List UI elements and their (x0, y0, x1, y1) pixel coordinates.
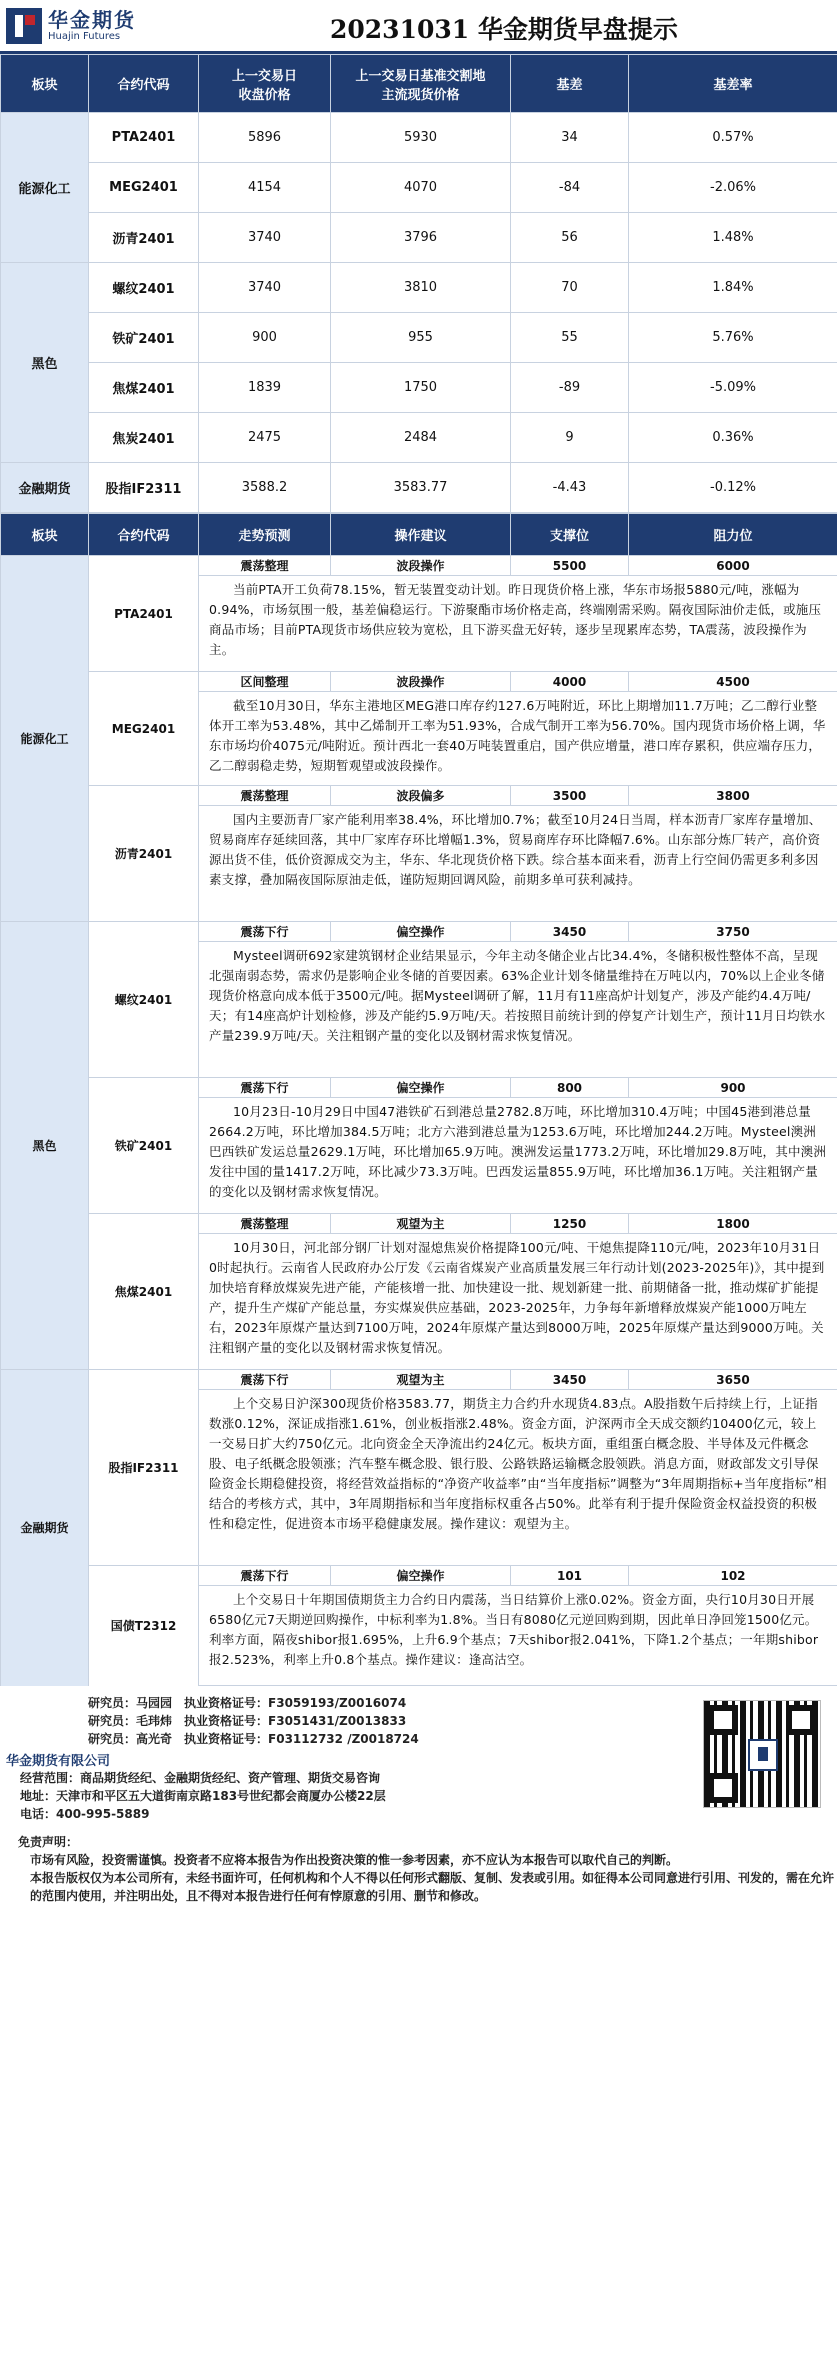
logo-english-name: Huajin Futures (48, 30, 121, 42)
table-row (1, 163, 837, 213)
contract-code: 焦炭2401 (89, 413, 199, 463)
header-support: 支撑位 (511, 514, 629, 556)
strategy-row (1, 922, 837, 942)
contract-code: 股指IF2311 (89, 1370, 199, 1566)
spot-price: 3810 (331, 263, 511, 313)
support-level: 3500 (511, 786, 629, 806)
contract-code: 国债T2312 (89, 1566, 199, 1686)
operation-advice: 波段操作 (331, 672, 511, 692)
sector-financial: 金融期货 (1, 1370, 89, 1686)
trend-forecast: 震荡下行 (199, 1078, 331, 1098)
operation-advice: 观望为主 (331, 1370, 511, 1390)
header-trend: 走势预测 (199, 514, 331, 556)
close-price: 3740 (199, 263, 331, 313)
contract-code: 焦煤2401 (89, 1214, 199, 1370)
trend-forecast: 震荡下行 (199, 922, 331, 942)
trend-forecast: 震荡下行 (199, 1370, 331, 1390)
contract-code: 沥青2401 (89, 213, 199, 263)
operation-advice: 观望为主 (331, 1214, 511, 1234)
table-row (1, 213, 837, 263)
resistance-level: 102 (629, 1566, 837, 1586)
business-scope: 经营范围：商品期货经纪、金融期货经纪、资产管理、期货交易咨询 (20, 1771, 381, 1785)
spot-price: 5930 (331, 113, 511, 163)
basis-rate: 0.57% (629, 113, 837, 163)
contract-code: 铁矿2401 (89, 1078, 199, 1214)
header-sector: 板块 (1, 55, 89, 113)
support-level: 4000 (511, 672, 629, 692)
disclaimer-paragraph: 市场有风险，投资需谨慎。投资者不应将本报告为作出投资决策的惟一参考因素，亦不应认为本报告可以取代自己的判断。 (30, 1853, 679, 1867)
table-row (1, 363, 837, 413)
basis-value: 56 (511, 213, 629, 263)
operation-advice: 波段操作 (331, 556, 511, 576)
analysis-text: 上个交易日十年期国债期货主力合约日内震荡，当日结算价上涨0.02%。资金方面，央行10月30日开展6580亿元7天期逆回购操作，中标利率为1.8%。当日有8080亿元逆回购到期，因此单日净回笼1500亿元。利率方面，隔夜shibor报1.695%，上升6.9个基点；7天shibor报2.041%，下降1.2个基点；一年期shibor报2.523%，利率上升0.8个基点。操作建议：逢高沽空。 (199, 1586, 837, 1686)
header-basis-rate: 基差率 (629, 55, 837, 113)
logo-chinese-name: 华金期货 (48, 7, 136, 32)
close-price: 1839 (199, 363, 331, 413)
close-price: 5896 (199, 113, 331, 163)
header-spot-price: 上一交易日基准交割地 主流现货价格 (331, 55, 511, 113)
basis-rate: 5.76% (629, 313, 837, 363)
basis-rate: 1.84% (629, 263, 837, 313)
analysis-text: 国内主要沥青厂家产能利用率38.4%，环比增加0.7%；截至10月24日当周，样本沥青厂家库存量增加、贸易商库存延续回落，其中厂家库存环比增幅1.3%，贸易商库存环比降幅7.6%。山东部分炼厂转产，高价资源出货不佳，低价资源成交为主，华东、华北现货价格下跌。综合基本面来看，沥青上行空间仍需更多利多因素支撑，叠加隔夜国际原油走低，谨防短期回调风险，前期多单可获利减持。 (199, 806, 837, 922)
support-level: 1250 (511, 1214, 629, 1234)
basis-value: -84 (511, 163, 629, 213)
strategy-row (1, 786, 837, 806)
close-price: 3588.2 (199, 463, 331, 513)
qr-logo-icon (748, 1739, 778, 1771)
resistance-level: 4500 (629, 672, 837, 692)
basis-rate: 1.48% (629, 213, 837, 263)
cert-label: 执业资格证号： (184, 1714, 269, 1728)
trend-forecast: 震荡整理 (199, 556, 331, 576)
analysis-text: Mysteel调研692家建筑钢材企业结果显示，今年主动冬储企业占比34.4%，冬储积极性整体不高，呈现北强南弱态势，需求仍是影响企业冬储的首要因素。63%企业计划冬储量维持在万吨以内，70%以上企业冬储现货价格意向成本低于3500元/吨。据Mysteel调研了解，11月有11座高炉计划复产，涉及产能约4.4万吨/天；有14座高炉计划检修，涉及产能约5.9万吨/天。若按照目前统计到的停复产计划生产，预计11月日均铁水产量239.9万吨/天。关注粗钢产量的变化以及钢材需求恢复情况。 (199, 942, 837, 1078)
basis-value: 55 (511, 313, 629, 363)
close-price: 900 (199, 313, 331, 363)
strategy-row (1, 672, 837, 692)
contract-code: MEG2401 (89, 163, 199, 213)
cert-number: F3051431/Z0013833 (268, 1714, 407, 1728)
basis-value: 70 (511, 263, 629, 313)
header-code: 合约代码 (89, 514, 199, 556)
trend-forecast: 震荡整理 (199, 1214, 331, 1234)
resistance-level: 900 (629, 1078, 837, 1098)
trend-forecast: 震荡下行 (199, 1566, 331, 1586)
sector-financial: 金融期货 (1, 463, 89, 513)
cert-number: F3059193/Z0016074 (268, 1696, 407, 1710)
resistance-level: 6000 (629, 556, 837, 576)
strategy-row (1, 1078, 837, 1098)
support-level: 101 (511, 1566, 629, 1586)
company-address: 地址：天津市和平区五大道街南京路183号世纪都会商厦办公楼22层 (20, 1789, 386, 1803)
analysis-text: 当前PTA开工负荷78.15%，暂无装置变动计划。昨日现货价格上涨，华东市场报5880元/吨，涨幅为0.94%，市场氛围一般，基差偏稳运行。下游聚酯市场价格走高，终端刚需采购。隔夜国际油价走低，或施压商品市场；目前PTA现货市场供应较为宽松，且下游买盘无好转，逐步呈现累库态势，TA震荡，波段操作为主。 (199, 576, 837, 672)
researcher-name: 研究员：高光奇 (87, 1732, 172, 1746)
support-level: 800 (511, 1078, 629, 1098)
spot-price: 2484 (331, 413, 511, 463)
close-price: 3740 (199, 213, 331, 263)
support-level: 3450 (511, 1370, 629, 1390)
header-basis: 基差 (511, 55, 629, 113)
cert-number: F03112732 /Z0018724 (268, 1732, 419, 1746)
resistance-level: 3800 (629, 786, 837, 806)
disclaimer-paragraph: 本报告版权仅为本公司所有，未经书面许可，任何机构和个人不得以任何形式翻版、复制、发表或引用。如征得本公司同意进行引用、刊发的，需在允许的范围内使用，并注明出处，且不得对本报告进行任何有悖原意的引用、删节和修改。 (30, 1871, 835, 1903)
basis-table (0, 54, 837, 513)
strategy-row (1, 1370, 837, 1390)
strategy-row (1, 1566, 837, 1586)
spot-price: 4070 (331, 163, 511, 213)
basis-rate: -2.06% (629, 163, 837, 213)
researcher-name: 研究员：马园园 (87, 1696, 172, 1710)
basis-value: -89 (511, 363, 629, 413)
contract-code: PTA2401 (89, 113, 199, 163)
analysis-text: 10月30日，河北部分钢厂计划对湿熄焦炭价格提降100元/吨、干熄焦提降110元/吨，2023年10月31日0时起执行。云南省人民政府办公厅发《云南省煤炭产业高质量发展三年行动计划(2023-2025年)》，其中提到加快培育释放煤炭先进产能，产能核增一批、加快建设一批、规划新建一批、前期储备一批，推动煤矿扩能提产，提升生产煤矿产能总量，夯实煤炭供应基础，2023-2025年，力争每年新增释放煤炭产能1000万吨左右，2023年原煤产量达到7100万吨，2024年原煤产量达到8000万吨，2025年原煤产量达到9000万吨。关注粗钢产量的变化以及钢材需求恢复情况。 (199, 1234, 837, 1370)
header-resistance: 阻力位 (629, 514, 837, 556)
trend-forecast: 区间整理 (199, 672, 331, 692)
header-advice: 操作建议 (331, 514, 511, 556)
basis-rate: -0.12% (629, 463, 837, 513)
company-name: 华金期货有限公司 (6, 1754, 111, 1769)
table-row (1, 313, 837, 363)
analysis-text: 10月23日-10月29日中国47港铁矿石到港总量2782.8万吨，环比增加310.4万吨；中国45港到港总量2664.2万吨，环比增加384.5万吨；北方六港到港总量为1253.6万吨，环比增加244.2万吨。Mysteel澳洲巴西铁矿发运总量2629.1万吨，环比增加65.9万吨。澳洲发运量1773.2万吨，环比增加29.8万吨，其中澳洲发往中国的量1417.2万吨，环比减少73.3万吨。巴西发运量855.9万吨，环比增加36.1万吨。关注粗钢产量的变化以及钢材需求恢复情况。 (199, 1098, 837, 1214)
contract-code: 股指IF2311 (89, 463, 199, 513)
contract-code: MEG2401 (89, 672, 199, 786)
header-code: 合约代码 (89, 55, 199, 113)
operation-advice: 偏空操作 (331, 922, 511, 942)
resistance-level: 3750 (629, 922, 837, 942)
sector-energy: 能源化工 (1, 113, 89, 263)
contract-code: 焦煤2401 (89, 363, 199, 413)
resistance-level: 3650 (629, 1370, 837, 1390)
page-title: 20231031 华金期货早盘提示 (330, 15, 678, 44)
strategy-table (0, 513, 837, 1686)
qr-code-icon (703, 1700, 821, 1808)
close-price: 2475 (199, 413, 331, 463)
sector-energy: 能源化工 (1, 556, 89, 922)
header-sector: 板块 (1, 514, 89, 556)
trend-forecast: 震荡整理 (199, 786, 331, 806)
analysis-text: 上个交易日沪深300现货价格3583.77，期货主力合约升水现货4.83点。A股指数午后持续上行，上证指数涨0.12%，深证成指涨1.61%，创业板指涨2.48%。资金方面，沪深两市全天成交额约10400亿元，较上一交易日扩大约750亿元。北向资金全天净流出约24亿元。板块方面，重组蛋白概念股、半导体及元件概念股、电子纸概念股领涨；汽车整车概念股、银行股、公路铁路运输概念股领跌。消息方面，财政部发文引导保险资金长期稳健投资，将经营效益指标的“净资产收益率”由“当年度指标”调整为“3年周期指标+当年度指标”相结合的考核方式，其中，3年周期指标和当年度指标权重各占50%。此举有利于提升保险资金权益投资的积极性和稳定性，促进资本市场平稳健康发展。操作建议：观望为主。 (199, 1390, 837, 1566)
resistance-level: 1800 (629, 1214, 837, 1234)
company-logo (0, 8, 136, 44)
sector-ferrous: 黑色 (1, 263, 89, 463)
contract-code: PTA2401 (89, 556, 199, 672)
researcher-name: 研究员：毛玮炜 (87, 1714, 172, 1728)
report-header (0, 0, 837, 54)
disclaimer (6, 1833, 837, 1905)
spot-price: 3583.77 (331, 463, 511, 513)
table-row (1, 113, 837, 163)
basis-value: 9 (511, 413, 629, 463)
support-level: 3450 (511, 922, 629, 942)
operation-advice: 波段偏多 (331, 786, 511, 806)
company-phone: 电话：400-995-5889 (20, 1807, 150, 1821)
logo-icon (6, 8, 42, 44)
header-close-price: 上一交易日 收盘价格 (199, 55, 331, 113)
disclaimer-title: 免责声明： (18, 1835, 79, 1849)
sector-ferrous: 黑色 (1, 922, 89, 1370)
strategy-row (1, 1214, 837, 1234)
strategy-row (1, 556, 837, 576)
analysis-text: 截至10月30日，华东主港地区MEG港口库存约127.6万吨附近，环比上期增加11.7万吨；乙二醇行业整体开工率为53.48%，其中乙烯制开工率为51.93%，合成气制开工率为56.70%。国内现货市场价格上调，华东市场均价4075元/吨附近。预计西北一套40万吨装置重启，国产供应增量，港口库存累积，供应端存压力，乙二醇弱稳走势，短期暂观望或波段操作。 (199, 692, 837, 786)
contract-code: 螺纹2401 (89, 263, 199, 313)
table-row (1, 263, 837, 313)
table-row (1, 463, 837, 513)
basis-value: -4.43 (511, 463, 629, 513)
spot-price: 1750 (331, 363, 511, 413)
operation-advice: 偏空操作 (331, 1078, 511, 1098)
basis-rate: -5.09% (629, 363, 837, 413)
close-price: 4154 (199, 163, 331, 213)
contract-code: 沥青2401 (89, 786, 199, 922)
cert-label: 执业资格证号： (184, 1696, 269, 1710)
table-row (1, 413, 837, 463)
operation-advice: 偏空操作 (331, 1566, 511, 1586)
spot-price: 955 (331, 313, 511, 363)
spot-price: 3796 (331, 213, 511, 263)
contract-code: 螺纹2401 (89, 922, 199, 1078)
report-footer (0, 1686, 837, 1905)
basis-rate: 0.36% (629, 413, 837, 463)
support-level: 5500 (511, 556, 629, 576)
contract-code: 铁矿2401 (89, 313, 199, 363)
basis-value: 34 (511, 113, 629, 163)
cert-label: 执业资格证号： (184, 1732, 269, 1746)
